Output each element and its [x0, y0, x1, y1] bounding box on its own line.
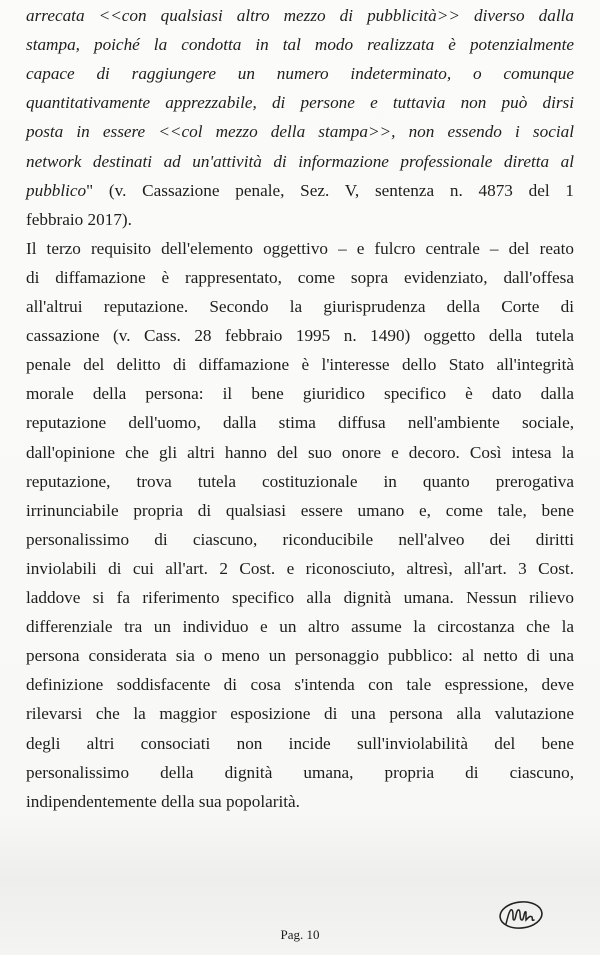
text-span: rilevarsi che la maggior esposizione di una persona alla valutazione	[26, 704, 574, 724]
text-line	[26, 210, 574, 230]
text-line	[26, 413, 574, 433]
text-line	[26, 93, 574, 113]
text-line	[26, 675, 574, 695]
text-span: persona considerata sia o meno un personaggio pubblico: al netto di una	[26, 646, 574, 666]
text-line	[26, 355, 574, 375]
text-line	[26, 704, 574, 724]
text-line	[26, 792, 574, 812]
text-span: laddove si fa riferimento specifico alla dignità umana. Nessun rilievo	[26, 588, 574, 607]
text-line	[26, 734, 574, 754]
text-span: indipendentemente della sua popolarità.	[26, 791, 300, 811]
italic-text-span: arrecata <<con qualsiasi altro mezzo di pubblicità>> diverso dalla	[26, 6, 574, 25]
text-span: penale del delitto di diffamazione è l'interesse dello Stato all'integrità	[26, 355, 574, 375]
text-span: morale della persona: il bene giuridico specifico è dato dalla	[26, 384, 574, 404]
text-span: cassazione (v. Cass. 28 febbraio 1995 n. 1490) oggetto della tutela	[26, 326, 574, 346]
text-line	[26, 6, 574, 26]
text-line	[26, 763, 574, 783]
italic-text-span: quantitativamente apprezzabile, di persone e tuttavia non può dirsi	[26, 93, 574, 113]
italic-text-span: capace di raggiungere un numero indeterminato, o comunque	[26, 64, 574, 84]
text-span: inviolabili di cui all'art. 2 Cost. e riconosciuto, altresì, all'art. 3 Cost.	[26, 558, 574, 578]
text-line	[26, 443, 574, 463]
text-line	[26, 472, 574, 492]
text-span: reputazione, trova tutela costituzionale in quanto prerogativa	[26, 471, 574, 491]
text-span: all'altrui reputazione. Secondo la giurisprudenza della Corte di	[26, 297, 574, 316]
text-line	[26, 64, 574, 84]
text-line	[26, 239, 574, 259]
text-span: " (v. Cassazione penale, Sez. V, sentenza n. 4873 del 1	[86, 180, 574, 200]
text-line	[26, 646, 574, 666]
text-span: personalissimo della dignità umana, propria di ciascuno,	[26, 762, 574, 782]
text-span: di diffamazione è rappresentato, come sopra evidenziato, dall'offesa	[26, 267, 574, 287]
text-line	[26, 297, 574, 317]
text-line	[26, 559, 574, 579]
italic-text-span: network destinati ad un'attività di informazione professionale diretta al	[26, 151, 574, 171]
text-span: irrinunciabile propria di qualsiasi essere umano e, come tale, bene	[26, 500, 574, 520]
text-span: reputazione dell'uomo, dalla stima diffusa nell'ambiente sociale,	[26, 413, 574, 433]
text-line	[26, 384, 574, 404]
text-span: definizione soddisfacente di cosa s'intenda con tale espressione, deve	[26, 675, 574, 695]
italic-text-span: pubblico	[26, 180, 87, 200]
text-span: febbraio 2017).	[26, 209, 132, 229]
italic-text-span: stampa, poiché la condotta in tal modo realizzata è potenzialmente	[26, 35, 574, 55]
text-line	[26, 181, 574, 201]
text-line	[26, 152, 574, 172]
page-number: Pag. 10	[280, 927, 320, 942]
text-line	[26, 501, 574, 521]
text-line	[26, 35, 574, 55]
text-span: personalissimo di ciascuno, riconducibile nell'alveo dei diritti	[26, 529, 574, 549]
text-line	[26, 122, 574, 142]
text-span: differenziale tra un individuo e un altro assume la circostanza che la	[26, 617, 574, 637]
text-line	[26, 530, 574, 550]
italic-text-span: posta in essere <<col mezzo della stampa>>, non essendo i social	[26, 122, 574, 142]
text-line	[26, 268, 574, 288]
text-line	[26, 617, 574, 637]
text-line	[26, 326, 574, 346]
text-span: Il terzo requisito dell'elemento oggettivo – e fulcro centrale – del reato	[26, 238, 574, 258]
text-span: dall'opinione che gli altri hanno del suo onore e decoro. Così intesa la	[26, 442, 574, 462]
text-line	[26, 588, 574, 608]
text-span: degli altri consociati non incide sull'inviolabilità del bene	[26, 733, 574, 753]
